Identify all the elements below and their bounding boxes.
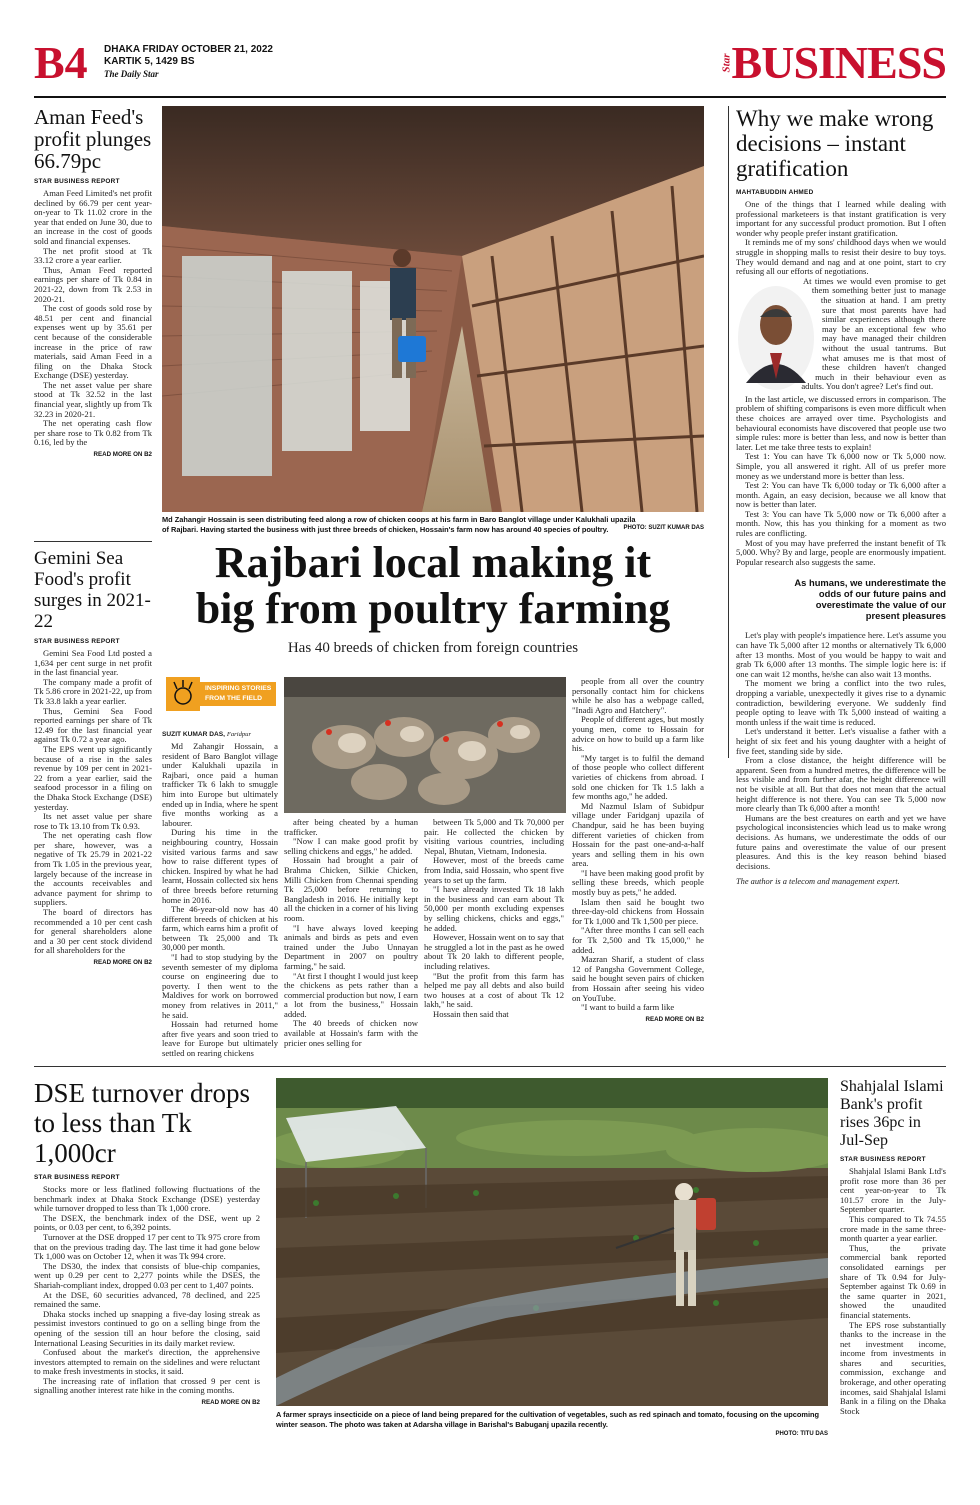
paragraph: The net asset value per share stood at Tk 32.52 in the last financial year, slightly up from Tk 32.23 in 2020-21. <box>34 379 152 419</box>
section-title: BUSINESS <box>731 37 946 88</box>
lead-headline <box>162 540 704 657</box>
byline: STAR BUSINESS REPORT <box>34 638 120 645</box>
paragraph: Confused about the market's direction, the apprehensive investors attempted to remain on the sidelines and were reluctant to make fresh investments in stocks, it said. <box>34 1347 260 1377</box>
paragraph: This compared to Tk 74.55 crore made in the same three-month quarter a year earlier. <box>840 1213 946 1244</box>
paragraph: One of the things that I learned while dealing with professional marketeers is that instant gratification is very important for any successful product promotion. But I often wonder why people prefer instant gratification. <box>736 199 946 238</box>
paragraph: Test 2: You can have Tk 6,000 today or Tk 6,000 after a month. Again, an easy decision, because we all know that now is better than later. <box>736 480 946 510</box>
read-more-link[interactable]: READ MORE ON B2 <box>93 959 152 966</box>
lead-photo <box>162 106 704 512</box>
paragraph: The 46-year-old now has 40 different breeds of chicken at his farm, which earns him a profit of between Tk 25,000 and Tk 30,000 per month. <box>162 904 278 953</box>
chickens-photo <box>284 677 566 813</box>
photo-caption: A farmer sprays insecticide on a piece of land being prepared for the cultivation of vegetables, such as red spinach and tomato, focusing on the upcoming winter season. The photo was taken at Adarsha village in Barishal's Babuganj upazila recently. <box>276 1410 820 1429</box>
page-number: B4 <box>34 37 88 88</box>
inspiring-stories-badge <box>166 677 278 711</box>
paragraph: The increasing rate of inflation that crossed 9 per cent is signalling another interest rate hike in the coming months. <box>34 1375 260 1396</box>
lead-body-col-3 <box>424 818 564 1019</box>
paragraph: Turnover at the DSE dropped 17 per cent to Tk 975 crore from that on the previous trading day. The last time it had gone below Tk 1,000 was on October 12, when it was Tk 994 crore. <box>34 1231 260 1262</box>
paragraph: The board of directors has recommended a 10 per cent cash for general shareholders alone and a 30 per cent stock dividend for all shareholders for the <box>34 907 152 956</box>
author-note: The author is a telecom and management expert. <box>736 877 900 887</box>
paper-name: The Daily Star <box>104 69 159 79</box>
paragraph: Dhaka stocks inched up snapping a five-day losing streak as pessimist investors continued to go on a selling binge from the opening of the session till an hour before the closing, said International Leasing Securities in its daily market review. <box>34 1308 260 1348</box>
opinion-column <box>736 106 946 886</box>
paragraph: "I want to build a farm like <box>581 1002 675 1013</box>
pull-quote: As humans, we underestimate the odds of our future pains and overestimate the value of our present pleasures <box>794 577 946 622</box>
paragraph: Most of you may have preferred the instant benefit of Tk 5,000. Why? By and large, people are enormously impatient. Popular research also suggests the same. <box>736 537 946 567</box>
paragraph: The moment we bring a conflict into the two rules, dropping a variable, unexpectedly it gives rise to a dynamic contradiction, bewildering everyone. We suddenly find people opting to leave with Tk 5,000 instead of waiting a month unless if the wait time is reduced. <box>736 678 946 727</box>
paragraph: In the last article, we discussed errors in comparison. The problem of shifting comparisons is even more difficult when these choices are arrayed over time. Psychologists and behavioural economists have discovered that people use two simple rules: more is better than less, and now is better than later. Let me take three tests to explain! <box>736 393 946 452</box>
read-more-link[interactable]: READ MORE ON B2 <box>201 1399 260 1407</box>
masthead-rule <box>34 96 946 98</box>
paragraph: At the DSE, 60 securities advanced, 78 declined, and 225 remained the same. <box>34 1289 260 1310</box>
lead-body-col-4 <box>572 677 704 1023</box>
paragraph: "My target is to fulfil the demand of those people who collect different varieties of chickens from abroad. I sold one chicken for Tk 1.5 lakh a few months ago," he added. <box>572 752 704 802</box>
paragraph: The company made a profit of Tk 5.86 crore in 2021-22, up from Tk 33.8 lakh a year earlier. <box>34 676 152 706</box>
paragraph: Stocks more or less flatlined following fluctuations of the benchmark index at Dhaka Stock Exchange (DSE) yesterday while turnover dropped to less than Tk 1,000 crore. <box>34 1184 260 1214</box>
paragraph: The DSEX, the benchmark index of the DSE, went up 2 points, or 0.03 per cent, to 6,392 points. <box>34 1212 260 1233</box>
paragraph: It reminds me of my sons' childhood days when we would struggle in shopping malls to resist their desire to buy toys. They would demand and nag and at one point, start to cry refusing all our efforts of negotiations. <box>736 237 946 277</box>
paragraph: Test 3: You can have Tk 5,000 now or Tk 6,000 after a month. Now, this has you thinking for a moment as two rules are conflicting. <box>736 508 946 539</box>
photo-credit: PHOTO: SUZIT KUMAR DAS <box>623 525 704 531</box>
paragraph: "At first I thought I would just keep the chickens as pets rather than a commercial production but now, I earn a lot from the business," Hossain added. <box>284 970 418 1019</box>
byline: STAR BUSINESS REPORT <box>34 1174 120 1181</box>
paragraph: Md Nazmul Islam of Subidpur village under Faridganj upazila of Chandpur, said he has been buying different varieties of chicken from Hossain for the past one-and-a-half years and selling them in his own area. <box>572 800 704 869</box>
paragraph: Humans are the best creatures on earth and yet we have psychological inconsistencies which lead us to make wrong decisions. As humans, we underestimate the odds of our future pains and overestimate the value of our present pleasures. And this is the key reason behind biased decisions. <box>736 812 946 871</box>
read-more-link[interactable]: READ MORE ON B2 <box>645 1015 704 1023</box>
paragraph: "But the profit from this farm has helped me pay all debts and also build two houses at a cost of about Tk 12 lakh," he said. <box>424 970 564 1010</box>
paragraph: Mazran Sharif, a student of class 12 of Pangsha Government College, said he bought seven pairs of chicken from Hossain after seeing his video on YouTube. <box>572 954 704 1003</box>
paragraph: "I had to stop studying by the seventh semester of my diploma course on engineering due to poverty. I then went to the Maldives for work on borrowed money from relatives in 2011," he said. <box>162 952 278 1020</box>
paragraph: "After three months I can sell each for Tk 2,500 and Tk 15,000," he added. <box>572 925 704 955</box>
paragraph: People of different ages, but mostly young men, come to Hossain for advice on how to build up a farm like his. <box>572 714 704 754</box>
poultry-farm-illustration <box>162 106 704 512</box>
paragraph: Let's understand it better. Let's visualise a father with a height of six feet and his young daughter with a height of five feet, standing side by side. <box>736 726 946 756</box>
paragraph: The EPS rose substantially thanks to the increase in the net investment income, income from investments in shares and securities, commission, exchange and brokerage, and other operating incomes, said Shahjalal Islami Bank in a filing on the Dhaka Stock <box>840 1319 946 1416</box>
story-shahjalal-bank <box>840 1078 946 1416</box>
paragraph: The 40 breeds of chicken now available at Hossain's farm with the pricier ones selling for <box>284 1018 418 1048</box>
paragraph: between Tk 5,000 and Tk 70,000 per pair. He collected the chicken by visiting various countries, including Nepal, Bhutan, Vietnam, Indonesia. <box>424 817 564 856</box>
star-wordmark: Star <box>720 53 733 73</box>
paragraph: people from all over the country personally contact him for chickens while he also has a webpage called, "Inadi Agro and Hatchery". <box>572 676 704 715</box>
paragraph: The net operating cash flow per share, however, was a negative of Tk 25.79 in 2021-22 from Tk 1.05 in the previous year, largely because of the increase in the accounts receivables and advance payment for shrimp to suppliers. <box>34 830 152 908</box>
paragraph: However, most of the breeds came from India, said Hossain, who spent five years to set up the farm. <box>424 855 564 885</box>
paragraph: Hossain then said that <box>433 1008 509 1019</box>
paragraph: During his time in the neighbouring country, Hossain visited various farms and saw how to raise different types of chicken. Inspired by what he had learnt, Hossain collected six hens of three breeds before returning home in 2016. <box>162 827 278 905</box>
story-headline: DSE turnover drops to less than Tk 1,000cr <box>34 1078 250 1168</box>
story-body <box>34 649 152 956</box>
paragraph: Hossain had returned home after five years and soon tried to leave for Europe but ultimately settled on rearing chickens <box>162 1019 278 1058</box>
paragraph: Thus, Gemini Sea Food reported earnings per share of Tk 12.49 for the last financial year against Tk 0.72 a year ago. <box>34 705 152 745</box>
lead-body-col-1 <box>162 742 278 1059</box>
paragraph: "I have always loved keeping animals and birds as pets and even trained under the Jubo Unnayan Department in 2007 on poultry farming," he said. <box>284 922 418 971</box>
subheadline: Has 40 breeds of chicken from foreign countries <box>287 640 579 656</box>
story-headline: Gemini Sea Food's profit surges in 2021-22 <box>34 548 151 632</box>
story-headline: Shahjalal Islami Bank's profit rises 36pc in Jul-Sep <box>840 1078 944 1149</box>
paragraph: The net operating cash flow per share rose to Tk 0.82 from Tk 0.16, led by the <box>34 418 152 448</box>
paragraph: "I have already invested Tk 18 lakh in the business and can earn about Tk 50,000 per month excluding expenses by selling chickens, chicks and eggs," he added. <box>424 884 564 933</box>
column-divider <box>728 106 729 758</box>
badge-line-2: FROM THE FIELD <box>205 695 263 702</box>
paragraph: Thus, Aman Feed reported earnings per share of Tk 0.84 in 2021-22, down from Tk 2.53 in 2020-21. <box>34 264 152 304</box>
paragraph: From a close distance, the height difference will be apparent. Seen from a hundred metres, the difference will be less visible and from further afar, the height difference will not be visible at all. But that does not mean that the actual height difference is not there. You can see Tk 5,000 now more clearly than Tk 6,000 after a month! <box>736 755 946 814</box>
badge-label <box>200 682 276 706</box>
byline: STAR BUSINESS REPORT <box>34 178 120 185</box>
badge-line-1: INSPIRING STORIES <box>205 685 272 692</box>
lead-body-col-2 <box>284 818 418 1048</box>
wrap-block <box>736 277 946 392</box>
paragraph: Islam then said he bought two three-day-old chickens from Hossain for Tk 1,000 and Tk 1,500 per piece. <box>572 896 704 926</box>
date: DHAKA FRIDAY OCTOBER 21, 2022 <box>104 44 273 55</box>
photo-caption: Md Zahangir Hossain is seen distributing feed along a row of chicken coops at his farm in Baro Banglot village under Kalukhali upazila of Rajbari. Having started the business with just three breeds of chicken, Hossain's farm now has around 40 species of poultry. <box>162 515 636 534</box>
story-aman-feed <box>34 106 152 458</box>
paragraph: The EPS went up significantly because of a rise in the sales revenue by 109 per cent in 2021-22 from a year earlier, said the seafood processor in a filing on the Dhaka Stock Exchange (DSE) yesterday. <box>34 743 152 812</box>
paragraph: Test 1: You can have Tk 6,000 now or Tk 5,000 now. Simple, you all answered it right. All of us prefer more money as we understand more is better than less. <box>736 451 946 481</box>
story-gemini-sea-food <box>34 548 152 966</box>
paragraph: At times we would even promise to get them something better just to manage the situation at hand. I am pretty sure that most parents have had similar experiences although there may be an exceptional few who may have managed their children without the usual tantrums. But what amuses me is that most of these children haven't changed much in their behaviour even as adults. You don't agree? Let's find out. <box>801 275 946 392</box>
paragraph: The net profit stood at Tk 33.12 crore a year earlier. <box>34 245 152 266</box>
headline-line-2: big from poultry farming <box>195 584 671 633</box>
byline-author: SUZIT KUMAR DAS, <box>162 731 226 738</box>
bangla-date: KARTIK 5, 1429 BS <box>104 56 195 67</box>
section-rule <box>34 1066 946 1067</box>
paragraph: However, Hossain went on to say that he struggled a lot in the past as he owed about Tk 20 lakh to different people, including relatives. <box>424 932 564 971</box>
paragraph: "I have been making good profit by selling these breeds, which people mostly buy as pets," he added. <box>572 867 704 898</box>
author-photo <box>736 283 816 393</box>
read-more-link[interactable]: READ MORE ON B2 <box>93 451 152 459</box>
byline: STAR BUSINESS REPORT <box>840 1156 926 1163</box>
section-logo <box>717 37 946 88</box>
paragraph: Thus, the private commercial bank reported consolidated earnings per share of Tk 0.94 for July-September against Tk 0.69 in the same quarter in 2021, showed the unaudited financial statements. <box>840 1242 946 1320</box>
paragraph: The cost of goods sold rose by 48.51 per cent and financial expenses went up by 35.61 per cent because of the considerable increase in the price of raw materials, said Aman Feed in a filing on the Dhaka Stock Exchange (DSE) yesterday. <box>34 303 152 381</box>
paragraph: Let's play with people's impatience here. Let's assume you can have Tk 5,000 after 12 months or alternatively Tk 6,000 after 13 months. Most of you would be happy to wait and grab Tk 6,000 after 13 months. The simple logic here is: if one can wait 12 months, he/she can also wait 13 months. <box>736 630 946 679</box>
dateline <box>104 44 273 80</box>
paragraph: Its net asset value per share rose to Tk 13.10 from Tk 0.93. <box>34 811 152 831</box>
paragraph: Aman Feed Limited's net profit declined by 66.79 per cent year-on-year to Tk 11.02 crore in the year that ended on June 30, due to an increase in the cost of goods sold and financial expenses. <box>34 188 152 246</box>
photo-credit: PHOTO: TITU DAS <box>775 1431 828 1437</box>
story-body <box>34 189 152 448</box>
paragraph: Hossain had brought a pair of Brahma Chicken, Silkie Chicken, Milli Chicken from Chennai spending Tk 25,000 before returning to Bangladesh in 2016. He initially kept all the chicken in a corner of his living room. <box>284 855 418 923</box>
head-icon <box>166 677 200 711</box>
divider <box>34 541 152 542</box>
byline-place: Faridpur <box>226 731 252 738</box>
paragraph: The DS30, the index that consists of blue-chip companies, went up 0.29 per cent to 2,277 points while the DSES, the Shariah-compliant index, dropped 0.03 per cent to 1,407 points. <box>34 1260 260 1290</box>
paragraph: Md Zahangir Hossain, a resident of Baro Banglot village under Kalukhali upazila in Rajbari, once paid a human trafficker Tk 6 lakh to smuggle him into Europe but ultimately ended up in India, where he spent five months working as a labourer. <box>162 741 278 828</box>
paragraph: Shahjalal Islami Bank Ltd's profit rose more than 36 per cent year-on-year to Tk 101.57 crore in the July-September quarter. <box>840 1166 946 1215</box>
story-headline: Aman Feed's profit plunges 66.79pc <box>34 105 152 173</box>
headline-line-1: Rajbari local making it <box>214 538 652 587</box>
lead-byline <box>162 731 278 738</box>
column-headline: Why we make wrong decisions – instant gratification <box>736 106 934 181</box>
farm-photo <box>276 1078 828 1406</box>
masthead <box>0 0 980 100</box>
paragraph: "Now I can make good profit by selling chickens and eggs," he added. <box>284 836 418 856</box>
paragraph: after being cheated by a human trafficker. <box>284 817 418 837</box>
story-dse-turnover <box>34 1078 260 1406</box>
paragraph: Gemini Sea Food Ltd posted a 1,634 per cent surge in net profit in the last financial year. <box>34 648 152 678</box>
byline: MAHTABUDDIN AHMED <box>736 189 814 196</box>
